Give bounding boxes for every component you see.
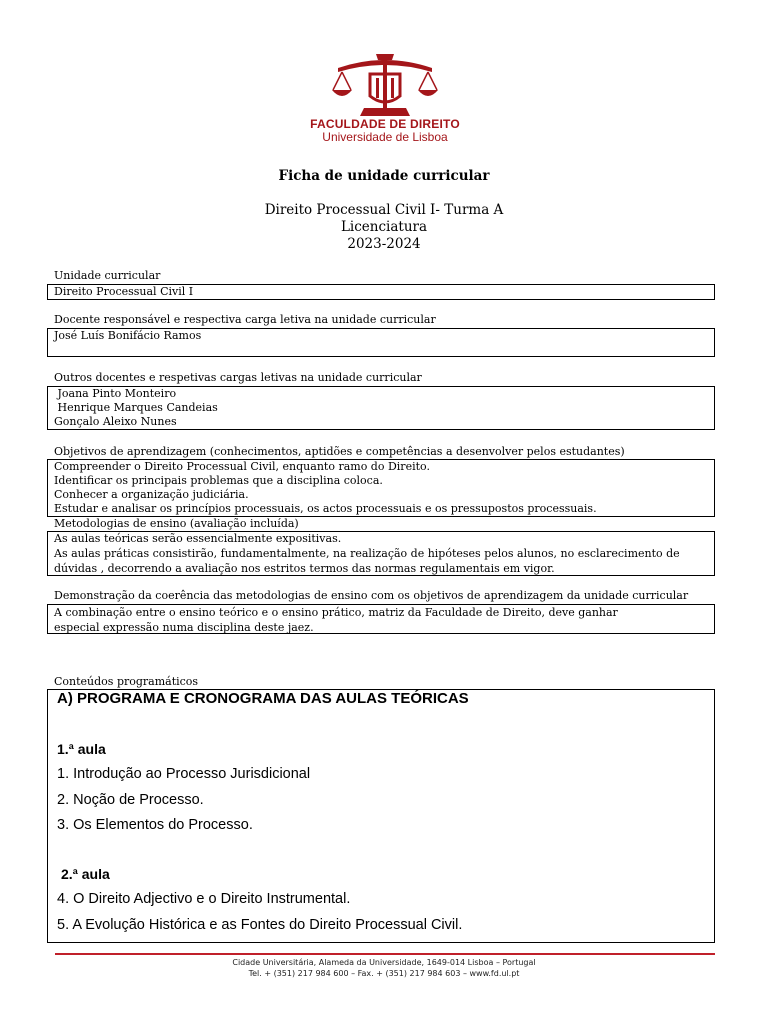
aula-heading: 2.ª aula xyxy=(61,866,110,882)
footer-divider xyxy=(55,953,715,955)
unidade-label: Unidade curricular xyxy=(54,269,161,282)
coerencia-label: Demonstração da coerência das metodologias de ensino com os objetivos de aprendizagem da unidade curricular xyxy=(54,589,689,602)
faculty-name: FACULDADE DE DIREITO xyxy=(310,117,460,131)
course-title: Direito Processual Civil I- Turma A xyxy=(264,202,504,218)
outros-docente: Gonçalo Aleixo Nunes xyxy=(54,415,177,428)
university-name: Universidade de Lisboa xyxy=(322,130,448,144)
objetivo-item: Compreender o Direito Processual Civil, enquanto ramo do Direito. xyxy=(54,460,430,473)
programa-box xyxy=(47,689,715,943)
degree-title: Licenciatura xyxy=(340,219,428,235)
metodologias-label: Metodologias de ensino (avaliação incluída) xyxy=(54,517,299,530)
objetivos-label: Objetivos de aprendizagem (conhecimentos, aptidões e competências a desenvolver pelos estudantes) xyxy=(54,445,625,458)
programa-item: 4. O Direito Adjectivo e o Direito Instrumental. xyxy=(57,891,351,907)
conteudos-label: Conteúdos programáticos xyxy=(54,675,199,688)
programa-item: 2. Noção de Processo. xyxy=(57,792,204,808)
aula-heading: 1.ª aula xyxy=(57,741,106,757)
metodologias-box xyxy=(47,531,715,576)
programa-item: 5. A Evolução Histórica e as Fontes do Direito Processual Civil. xyxy=(57,917,463,933)
objetivo-item: Estudar e analisar os princípios processuais, os actos processuais e os pressupostos processuais. xyxy=(54,502,597,515)
objetivo-item: Identificar os principais problemas que a disciplina coloca. xyxy=(54,474,383,487)
outros-docente: Joana Pinto Monteiro xyxy=(54,387,177,400)
outros-label: Outros docentes e respetivas cargas letivas na unidade curricular xyxy=(54,371,422,384)
coerencia-box xyxy=(47,604,715,634)
coerencia-text: A combinação entre o ensino teórico e o ensino prático, matriz da Faculdade de Direito, deve ganhar especial expressão numa disciplina deste jaez. xyxy=(54,606,618,634)
objetivos-box xyxy=(47,459,715,517)
footer-address: Cidade Universitária, Alameda da Universidade, 1649-014 Lisboa – Portugal xyxy=(232,958,536,967)
footer-contacts: Tel. + (351) 217 984 600 – Fax. + (351) 217 984 603 – www.fd.ul.pt xyxy=(248,969,520,978)
page-title: Ficha de unidade curricular xyxy=(278,168,490,184)
academic-year: 2023-2024 xyxy=(347,236,421,252)
docente-label: Docente responsável e respectiva carga letiva na unidade curricular xyxy=(54,313,436,326)
programa-item: 3. Os Elementos do Processo. xyxy=(57,817,253,833)
outros-docente: Henrique Marques Candeias xyxy=(54,401,218,414)
metodologia-text: As aulas teóricas serão essencialmente expositivas. xyxy=(54,532,342,545)
metodologia-text: As aulas práticas consistirão, fundamentalmente, na realização de hipóteses pelos alunos, no esclarecimento de dúvidas , decorrendo a avaliação nos estritos termos das normas regulamentais em vigor. xyxy=(54,547,680,575)
unidade-box xyxy=(47,284,715,300)
scales-of-justice-icon xyxy=(330,52,440,120)
docente-box xyxy=(47,328,715,357)
objetivo-item: Conhecer a organização judiciária. xyxy=(54,488,249,501)
outros-box xyxy=(47,386,715,430)
programa-item: 1. Introdução ao Processo Jurisdicional xyxy=(57,766,311,782)
programa-heading: A) PROGRAMA E CRONOGRAMA DAS AULAS TEÓRICAS xyxy=(57,690,469,707)
unidade-value: Direito Processual Civil I xyxy=(54,285,194,298)
docente-value: José Luís Bonifácio Ramos xyxy=(54,329,202,342)
